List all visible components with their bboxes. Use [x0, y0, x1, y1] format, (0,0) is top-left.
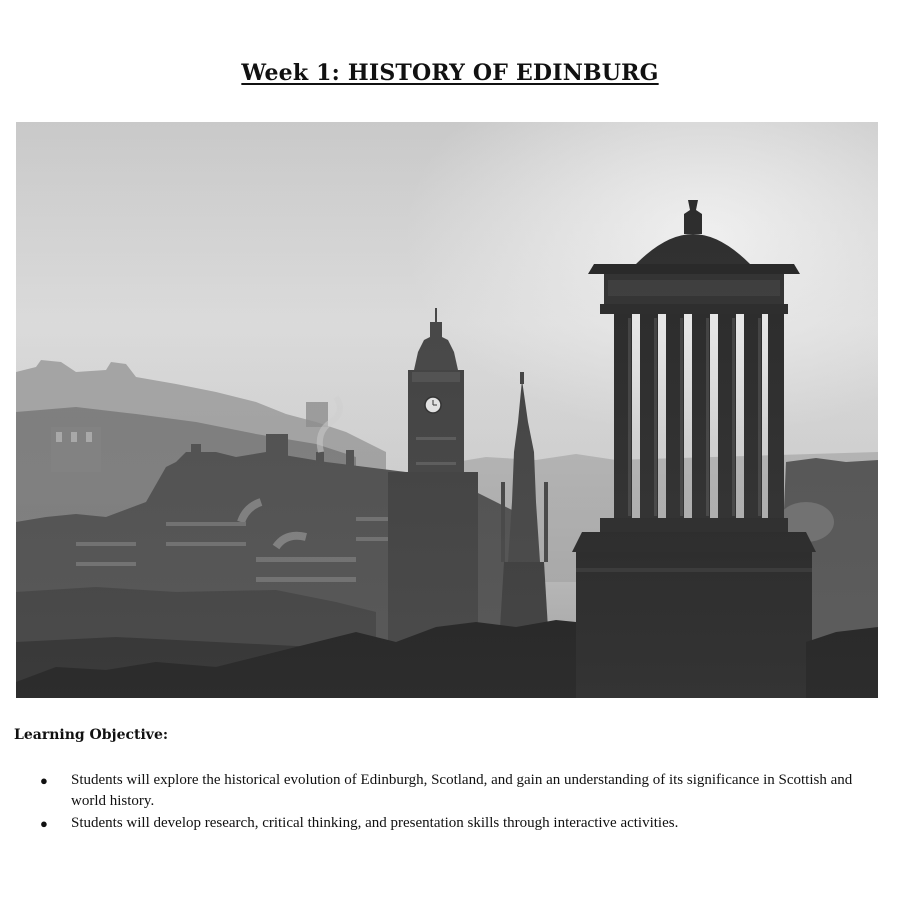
- bullet-icon: ●: [40, 816, 48, 831]
- list-item: [40, 770, 880, 812]
- objective-text: Students will develop research, critical thinking, and presentation skills through interactive activities.: [71, 815, 679, 831]
- page-title: Week 1: HISTORY OF EDINBURG: [241, 60, 659, 86]
- learning-objective-heading: Learning Objective:: [14, 727, 169, 743]
- list-item: [40, 813, 880, 834]
- edinburgh-skyline-photo: [16, 122, 878, 698]
- objective-list: [40, 770, 880, 835]
- skyline-illustration: [16, 122, 878, 698]
- objective-text: Students will explore the historical evolution of Edinburgh, Scotland, and gain an understanding of its significance in Scottish and world history.: [71, 772, 853, 809]
- bullet-icon: ●: [40, 773, 48, 788]
